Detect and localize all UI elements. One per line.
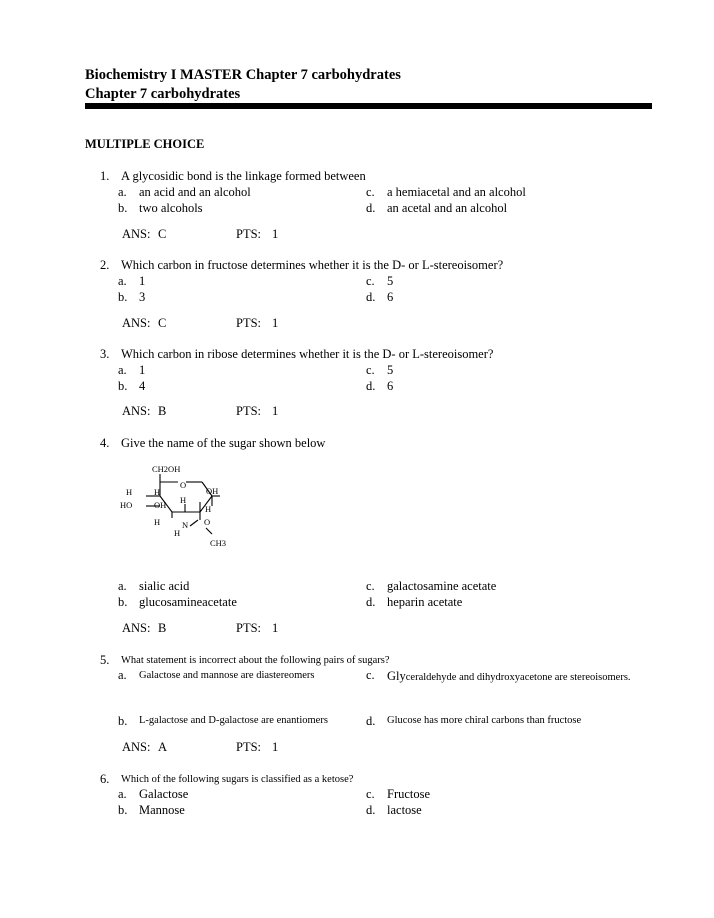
option-text: 6 <box>387 290 394 304</box>
label-oh: OH <box>154 500 167 510</box>
label-ch2oh: CH2OH <box>152 464 181 474</box>
label-n: N <box>182 520 189 530</box>
label-h: H <box>205 504 212 514</box>
option-letter: a. <box>118 185 127 199</box>
option-letter: b. <box>118 714 128 728</box>
option-text: L-galactose and D-galactose are enantiomers <box>139 715 328 726</box>
option-text: lactose <box>387 803 422 817</box>
question-number: 4. <box>100 436 110 450</box>
question-text: What statement is incorrect about the following pairs of sugars? <box>121 655 390 666</box>
question-text: Give the name of the sugar shown below <box>121 436 326 450</box>
answer-value: B <box>158 621 167 635</box>
question-text: Which carbon in fructose determines whether it is the D- or L-stereoisomer? <box>121 258 504 272</box>
option-text: 1 <box>139 274 146 288</box>
option-text-lead: Gly <box>387 669 406 683</box>
question-number: 1. <box>100 169 110 183</box>
document-subtitle: Chapter 7 carbohydrates <box>85 86 241 102</box>
option-letter: a. <box>118 363 127 377</box>
answer-label: ANS: <box>122 227 151 241</box>
question-text: Which of the following sugars is classified as a ketose? <box>121 774 354 785</box>
option-text: 6 <box>387 379 394 393</box>
question-text: Which carbon in ribose determines whether it is the D- or L-stereoisomer? <box>121 347 494 361</box>
option-letter: c. <box>366 579 375 593</box>
points-value: 1 <box>272 316 279 330</box>
option-text: 5 <box>387 363 394 377</box>
label-o: O <box>204 517 211 527</box>
question-number: 6. <box>100 772 110 786</box>
label-h: H <box>154 487 161 497</box>
option-text: Mannose <box>139 803 185 817</box>
label-h: H <box>180 495 187 505</box>
option-letter: d. <box>366 290 376 304</box>
option-letter: b. <box>118 379 128 393</box>
points-label: PTS: <box>236 740 262 754</box>
question-number: 5. <box>100 653 110 667</box>
points-label: PTS: <box>236 621 262 635</box>
option-letter: b. <box>118 595 128 609</box>
answer-value: B <box>158 404 167 418</box>
document-title: Biochemistry I MASTER Chapter 7 carbohydrates <box>85 67 401 83</box>
question-number: 2. <box>100 258 110 272</box>
option-letter: c. <box>366 668 375 682</box>
option-text: 5 <box>387 274 394 288</box>
option-text: Fructose <box>387 787 431 801</box>
option-text: glucosamineacetate <box>139 595 237 609</box>
option-letter: d. <box>366 595 376 609</box>
option-letter: d. <box>366 379 376 393</box>
option-text: 3 <box>139 290 146 304</box>
option-letter: d. <box>366 714 376 728</box>
option-letter: a. <box>118 668 127 682</box>
points-value: 1 <box>272 404 279 418</box>
title-rule <box>85 103 652 109</box>
answer-label: ANS: <box>122 316 151 330</box>
answer-label: ANS: <box>122 740 151 754</box>
answer-value: C <box>158 316 167 330</box>
option-text: 1 <box>139 363 146 377</box>
option-text: heparin acetate <box>387 595 463 609</box>
label-h: H <box>174 528 181 538</box>
option-letter: b. <box>118 803 128 817</box>
option-text <box>387 668 647 686</box>
points-label: PTS: <box>236 404 262 418</box>
answer-value: C <box>158 227 167 241</box>
points-value: 1 <box>272 227 279 241</box>
option-letter: c. <box>366 185 375 199</box>
option-text: galactosamine acetate <box>387 579 497 593</box>
option-text: Glucose has more chiral carbons than fructose <box>387 715 582 726</box>
option-text: sialic acid <box>139 579 190 593</box>
points-label: PTS: <box>236 227 262 241</box>
option-text: two alcohols <box>139 201 203 215</box>
option-text: a hemiacetal and an alcohol <box>387 185 526 199</box>
option-letter: d. <box>366 803 376 817</box>
answer-label: ANS: <box>122 404 151 418</box>
option-letter: c. <box>366 363 375 377</box>
option-text: 4 <box>139 379 146 393</box>
label-o: O <box>180 480 187 490</box>
option-text: an acid and an alcohol <box>139 185 251 199</box>
label-ho: HO <box>120 500 133 510</box>
points-value: 1 <box>272 621 279 635</box>
question-text: A glycosidic bond is the linkage formed between <box>121 169 366 183</box>
section-heading: MULTIPLE CHOICE <box>85 137 205 151</box>
option-letter: c. <box>366 787 375 801</box>
points-label: PTS: <box>236 316 262 330</box>
option-text: Galactose and mannose are diastereomers <box>139 670 315 681</box>
option-letter: a. <box>118 579 127 593</box>
points-value: 1 <box>272 740 279 754</box>
option-letter: c. <box>366 274 375 288</box>
option-letter: b. <box>118 290 128 304</box>
label-oh: OH <box>206 486 219 496</box>
label-h: H <box>154 517 161 527</box>
sugar-structure-figure <box>116 462 234 554</box>
answer-label: ANS: <box>122 621 151 635</box>
label-h: H <box>126 487 133 497</box>
option-letter: a. <box>118 274 127 288</box>
answer-value: A <box>158 740 168 754</box>
option-letter: b. <box>118 201 128 215</box>
label-ch3: CH3 <box>210 538 227 548</box>
option-letter: d. <box>366 201 376 215</box>
option-text: Galactose <box>139 787 189 801</box>
question-number: 3. <box>100 347 110 361</box>
option-text-rest: ceraldehyde and dihydroxyacetone are stereoisomers. <box>405 672 631 683</box>
option-letter: a. <box>118 787 127 801</box>
option-text: an acetal and an alcohol <box>387 201 508 215</box>
